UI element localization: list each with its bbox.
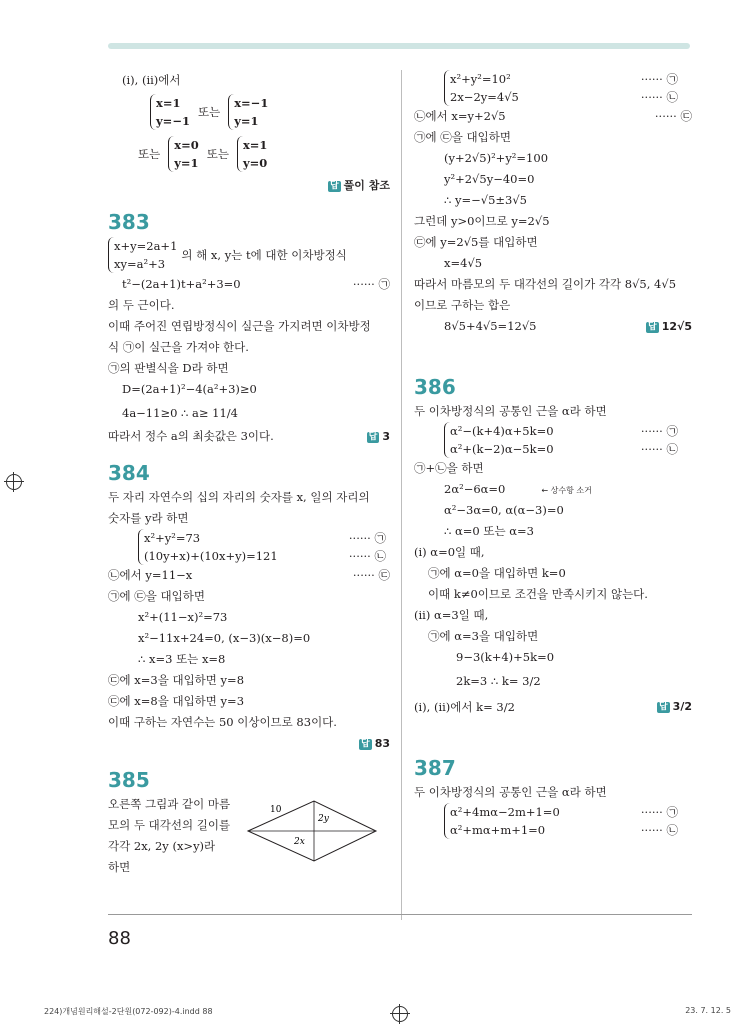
note: ← 상수항 소거 bbox=[541, 486, 592, 495]
problem-number: 387 bbox=[414, 756, 456, 780]
equation: 2α²−6α=0 ← 상수항 소거 bbox=[444, 482, 592, 496]
equation: 9−3(k+4)+5k=0 bbox=[456, 650, 555, 664]
text-line: 그런데 y>0이므로 y=2√5 bbox=[414, 214, 550, 228]
equation-system: x²+y²=73 ······ ㉠ (10y+x)+(10x+y)=121 ······ ㉡ bbox=[108, 529, 390, 565]
equation: t²−(2a+1)t+a²+3=0 ······ ㉠ bbox=[122, 277, 390, 291]
equation: ∴ x=3 또는 x=8 bbox=[138, 652, 226, 666]
problem-385-body bbox=[108, 794, 390, 878]
equation: (y+2√5)²+y²=100 bbox=[444, 151, 549, 165]
text-line: 모의 두 대각선의 길이를 bbox=[108, 818, 231, 832]
solution-system-2: 또는 x=0 y=1 또는 x=1 y=0 bbox=[138, 138, 268, 170]
equation-system: x²+y²=10² ······ ㉠ 2x−2y=4√5 ······ ㉡ bbox=[414, 70, 692, 106]
equation: x=4√5 bbox=[444, 256, 483, 270]
equation-system: α²+4mα−2m+1=0 ······ ㉠ α²+mα+m+1=0 ······ ㉡ bbox=[414, 803, 692, 839]
answer-badge: 답 풀이 참조 bbox=[329, 179, 390, 192]
equation: x²+(11−x)²=73 bbox=[138, 610, 228, 624]
text-line: (i), (ii)에서 bbox=[122, 73, 181, 87]
answer-line bbox=[108, 175, 390, 196]
text-line: 이때 구하는 자연수는 50 이상이므로 83이다. bbox=[108, 715, 337, 729]
bottom-rule bbox=[108, 914, 692, 915]
solution-system-1: x=1 y=−1 또는 x=−1 y=1 bbox=[108, 91, 390, 133]
text-line: 각각 2x, 2y (x>y)라 bbox=[108, 839, 216, 853]
text-line: ㉠에 ㉢을 대입하면 bbox=[414, 130, 511, 144]
equation: 2k=3 ∴ k= 3/2 bbox=[456, 674, 541, 688]
text-line: ㉠의 판별식을 D라 하면 bbox=[108, 361, 229, 375]
problem-number: 386 bbox=[414, 375, 456, 399]
answer-badge: 답 12√5 bbox=[647, 320, 692, 333]
text-line: ㉢에 x=8을 대입하면 y=3 bbox=[108, 694, 245, 708]
answer-badge: 답 3 bbox=[368, 430, 390, 443]
text-line: 이때 k≠0이므로 조건을 만족시키지 않는다. bbox=[428, 587, 648, 601]
text-line: 이므로 구하는 합은 bbox=[414, 298, 511, 312]
diagonal-x-label: 2x bbox=[294, 837, 305, 847]
answer-badge: 답 3/2 bbox=[658, 700, 692, 713]
text-line: ㉡에서 x=y+2√5 ······ ㉢ bbox=[414, 109, 692, 123]
equation: y²+2√5y−40=0 bbox=[444, 172, 535, 186]
text-line: 의 두 근이다. bbox=[108, 298, 175, 312]
text-line: ㉠에 α=0을 대입하면 k=0 bbox=[428, 566, 566, 580]
registration-mark-icon bbox=[6, 474, 22, 490]
text-line: 따라서 정수 a의 최솟값은 3이다. 답 3 bbox=[108, 426, 390, 447]
equation-system: α²−(k+4)α+5k=0 ······ ㉠ α²+(k−2)α−5k=0 ······ ㉡ bbox=[414, 422, 692, 458]
text-line: 하면 bbox=[108, 860, 131, 874]
text-line: 식 ㉠이 실근을 가져야 한다. bbox=[108, 340, 249, 354]
right-column bbox=[414, 70, 692, 839]
problem-number: 384 bbox=[108, 461, 150, 485]
problem-system: x+y=2a+1 xy=a²+3 의 해 x, y는 t에 대한 이차방정식 bbox=[108, 236, 390, 274]
footer-file-info: 224)개념원리해설-2단원(072-092)-4.indd 88 bbox=[44, 1007, 213, 1016]
equation: α²−3α=0, α(α−3)=0 bbox=[444, 503, 564, 517]
text-line: ㉠+㉡을 하면 bbox=[414, 461, 484, 475]
text-line: 오른쪽 그림과 같이 마름 bbox=[108, 797, 231, 811]
text-line: ㉠에 ㉢을 대입하면 bbox=[108, 589, 205, 603]
equation: ∴ α=0 또는 α=3 bbox=[444, 524, 534, 538]
text-line: 두 이차방정식의 공통인 근을 α라 하면 bbox=[414, 404, 607, 418]
problem-number: 383 bbox=[108, 210, 150, 234]
text-line: ㉡에서 y=11−x ······ ㉢ bbox=[108, 568, 390, 582]
side-label: 10 bbox=[270, 805, 282, 815]
text-line: 숫자를 y라 하면 bbox=[108, 511, 189, 525]
registration-mark-icon bbox=[392, 1006, 408, 1022]
header-bar bbox=[108, 43, 690, 49]
equation: D=(2a+1)²−4(a²+3)≥0 bbox=[122, 382, 257, 396]
rhombus-diagram bbox=[242, 797, 382, 863]
text-line: 이때 주어진 연립방정식이 실근을 가지려면 이차방정 bbox=[108, 319, 371, 333]
equation: ∴ y=−√5±3√5 bbox=[444, 193, 527, 207]
equation: x²−11x+24=0, (x−3)(x−8)=0 bbox=[138, 631, 311, 645]
text-line: ㉢에 y=2√5를 대입하면 bbox=[414, 235, 538, 249]
equation: 8√5+4√5=12√5 답 12√5 bbox=[414, 316, 692, 337]
diagonal-y-label: 2y bbox=[318, 814, 329, 824]
problem-number: 385 bbox=[108, 768, 150, 792]
text-line: 따라서 마름모의 두 대각선의 길이가 각각 8√5, 4√5 bbox=[414, 277, 677, 291]
text-line: (i) α=0일 때, bbox=[414, 545, 485, 559]
text-line: ㉢에 x=3을 대입하면 y=8 bbox=[108, 673, 245, 687]
text-line: 두 이차방정식의 공통인 근을 α라 하면 bbox=[414, 785, 607, 799]
text-line: (i), (ii)에서 k= 3/2 답 3/2 bbox=[414, 694, 692, 720]
page-number: 88 bbox=[108, 928, 131, 949]
left-column bbox=[108, 70, 390, 878]
text-line: ㉠에 α=3을 대입하면 bbox=[428, 629, 539, 643]
text-line: (ii) α=3일 때, bbox=[414, 608, 489, 622]
footer-date: 23. 7. 12. 5 bbox=[685, 1006, 731, 1015]
text-line: 두 자리 자연수의 십의 자리의 숫자를 x, 일의 자리의 bbox=[108, 490, 370, 504]
answer-badge: 답 83 bbox=[360, 737, 390, 750]
equation: 4a−11≥0 ∴ a≥ 11/4 bbox=[122, 406, 238, 420]
answer-line bbox=[108, 733, 390, 754]
column-divider bbox=[401, 70, 402, 920]
